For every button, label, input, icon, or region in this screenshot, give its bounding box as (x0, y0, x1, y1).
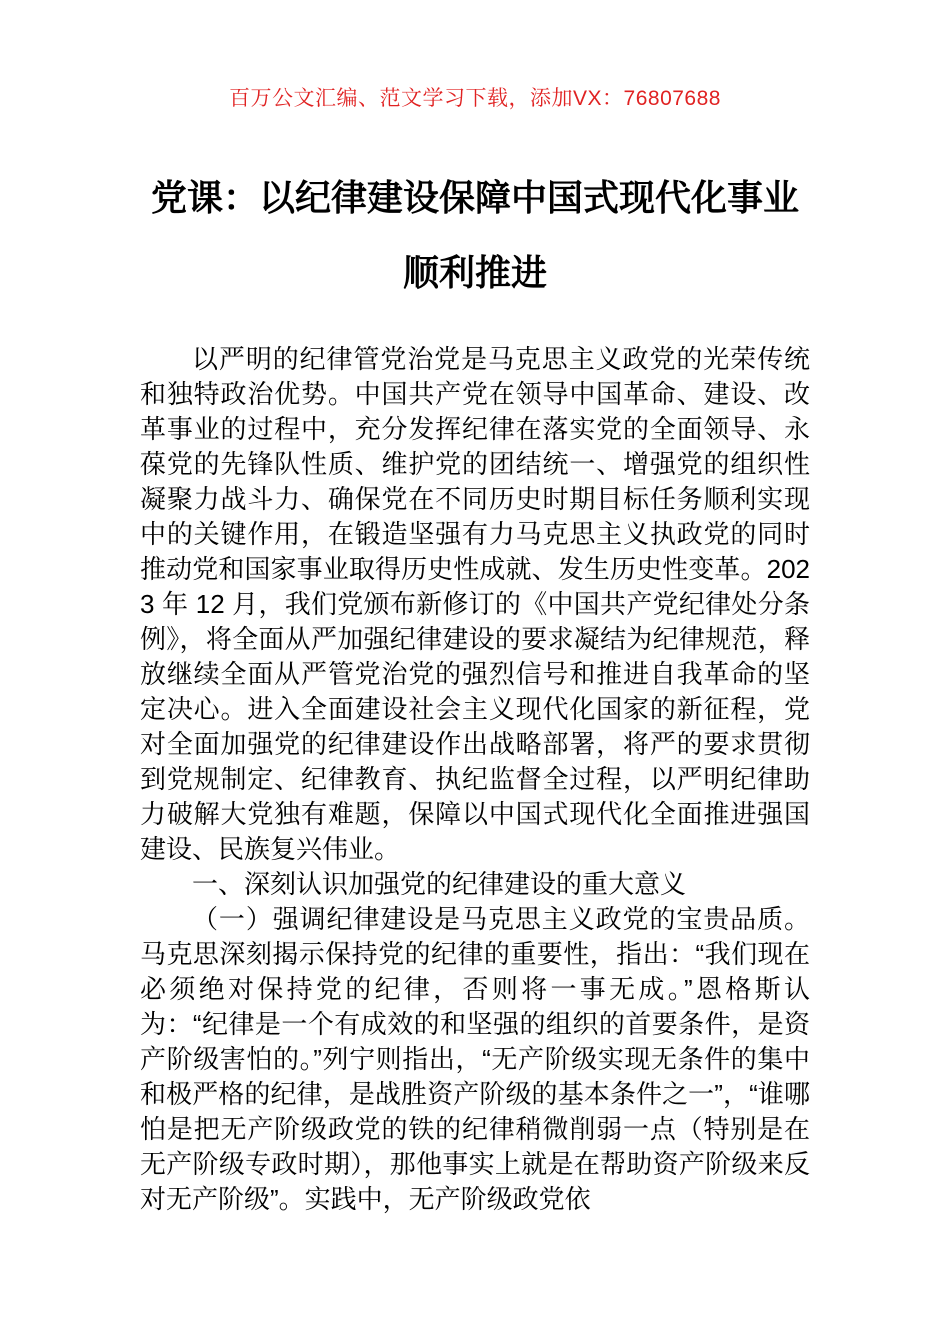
paragraph: 一、深刻认识加强党的纪律建设的重大意义 (192, 869, 687, 899)
paragraph: 以严明的纪律管党治党是马克思主义政党的光荣传统和独特政治优势。中国共产党在领导中国革命、建设、改革事业的过程中，充分发挥纪律在落实党的全面领导、永葆党的先锋队性质、维护党的团结统一、增强党的组织性凝聚力战斗力、确保党在不同历史时期目标任务顺利实现中的关键作用，在锻造坚强有力马克思主义执政党的同时推动党和国家事业取得历史性成就、发生历史性变革。2023 年 12 月，我们党颁布新修订的《中国共产党纪律处分条例》，将全面从严加强纪律建设的要求凝结为纪律规范，释放继续全面从严管党治党的强烈信号和推进自我革命的坚定决心。进入全面建设社会主义现代化国家的新征程，党对全面加强党的纪律建设作出战略部署，将严的要求贯彻到党规制定、纪律教育、执纪监督全过程，以严明纪律助力破解大党独有难题，保障以中国式现代化全面推进强国建设、民族复兴伟业。 (140, 344, 810, 864)
paragraph: （一）强调纪律建设是马克思主义政党的宝贵品质。马克思深刻揭示保持党的纪律的重要性，指出：“我们现在必须绝对保持党的纪律，否则将一事无成。”恩格斯认为：“纪律是一个有成效的和坚强的组织的首要条件，是资产阶级害怕的。”列宁则指出，“无产阶级实现无条件的集中和极严格的纪律，是战胜资产阶级的基本条件之一”，“谁哪怕是把无产阶级政党的铁的纪律稍微削弱一点（特别是在无产阶级专政时期），那他事实上就是在帮助资产阶级来反对无产阶级”。实践中，无产阶级政党依 (140, 904, 810, 1214)
page-title: 党课：以纪律建设保障中国式现代化事业顺利推进 (150, 177, 799, 293)
document-body (140, 342, 810, 1217)
watermark-banner: 百万公文汇编、范文学习下载，添加VX：76807688 (229, 87, 721, 110)
